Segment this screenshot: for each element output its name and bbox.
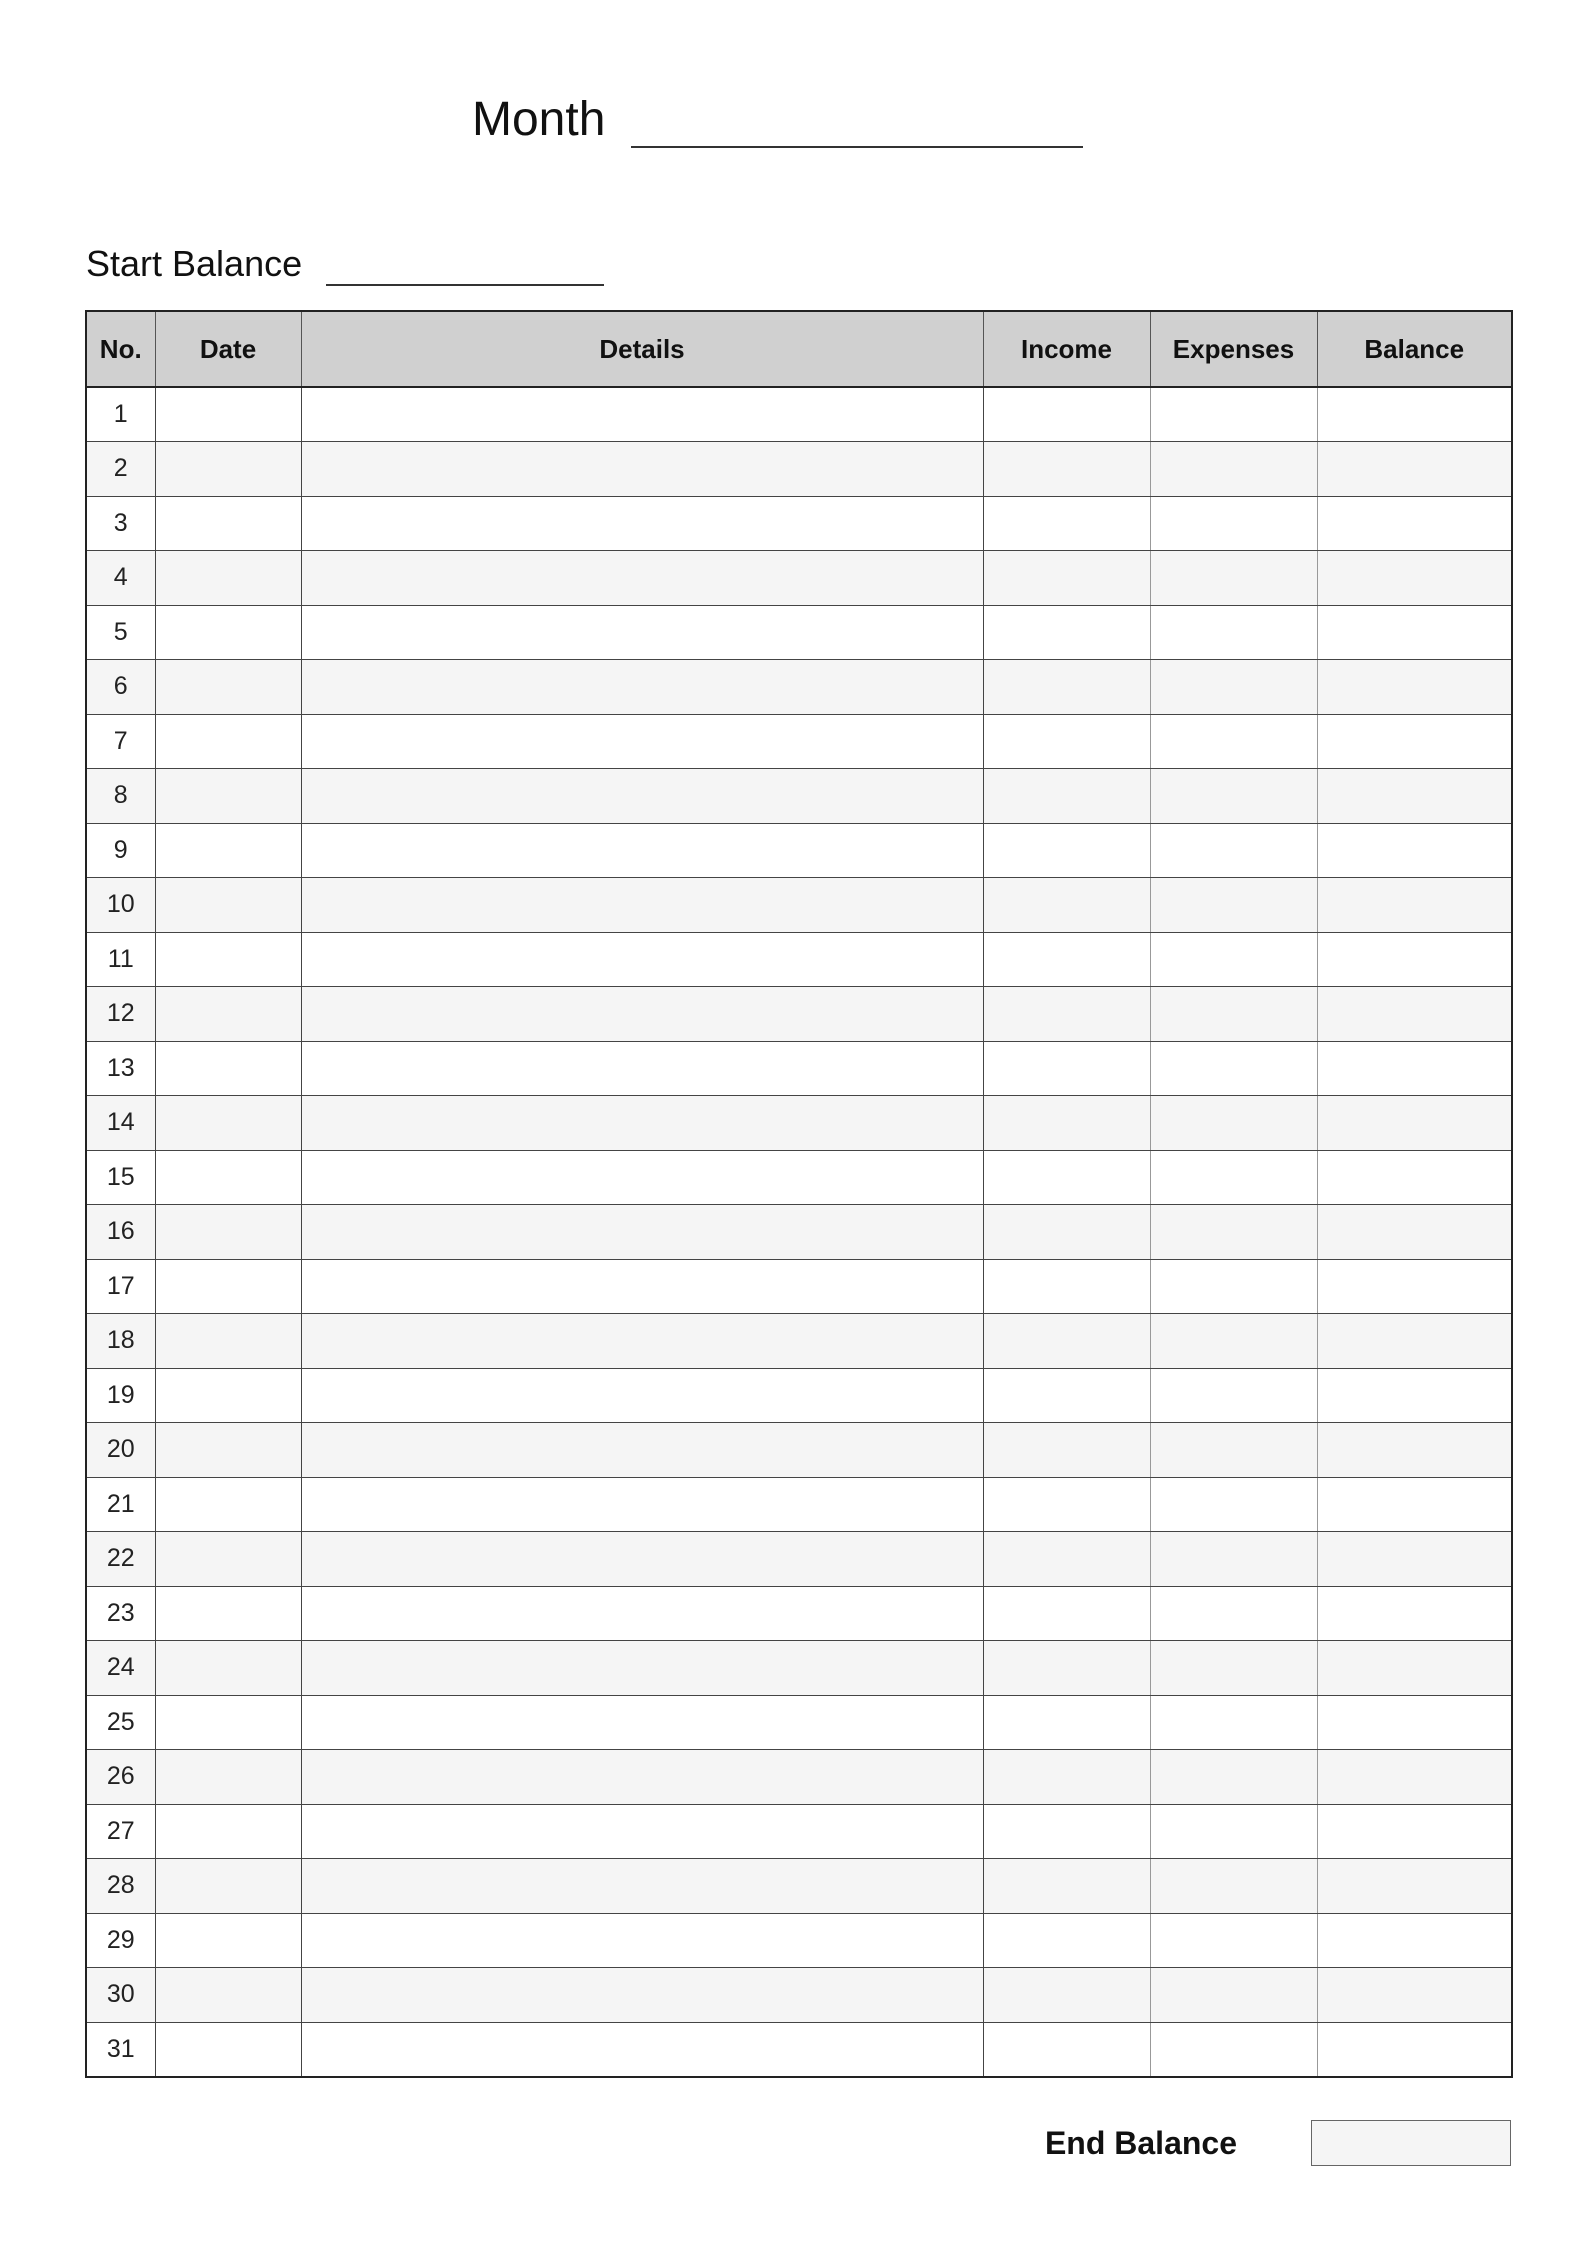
income-cell[interactable]	[983, 1368, 1150, 1423]
expenses-cell[interactable]	[1150, 1205, 1317, 1260]
details-cell[interactable]	[301, 1314, 983, 1369]
date-cell[interactable]	[155, 1368, 301, 1423]
expenses-cell[interactable]	[1150, 1150, 1317, 1205]
balance-cell[interactable]	[1317, 1641, 1512, 1696]
row-number: 1	[86, 387, 155, 442]
table-row	[86, 1423, 1512, 1478]
row-number: 13	[86, 1041, 155, 1096]
details-cell[interactable]	[301, 551, 983, 606]
row-number: 6	[86, 660, 155, 715]
row-number: 5	[86, 605, 155, 660]
expenses-cell[interactable]	[1150, 1096, 1317, 1151]
balance-cell[interactable]	[1317, 1695, 1512, 1750]
income-cell[interactable]	[983, 1968, 1150, 2023]
income-cell[interactable]	[983, 823, 1150, 878]
expenses-cell[interactable]	[1150, 823, 1317, 878]
details-cell[interactable]	[301, 1804, 983, 1859]
details-cell[interactable]	[301, 1423, 983, 1478]
expenses-cell[interactable]	[1150, 1314, 1317, 1369]
date-cell[interactable]	[155, 2022, 301, 2077]
row-number: 15	[86, 1150, 155, 1205]
row-number: 31	[86, 2022, 155, 2077]
month-row	[472, 92, 1083, 148]
ledger-table	[85, 310, 1513, 2078]
income-cell[interactable]	[983, 1804, 1150, 1859]
row-number: 23	[86, 1586, 155, 1641]
table-row	[86, 769, 1512, 824]
table-row	[86, 1750, 1512, 1805]
balance-cell[interactable]	[1317, 1859, 1512, 1914]
table-row	[86, 1532, 1512, 1587]
income-cell[interactable]	[983, 1532, 1150, 1587]
expenses-cell[interactable]	[1150, 1259, 1317, 1314]
income-cell[interactable]	[983, 1096, 1150, 1151]
balance-cell[interactable]	[1317, 2022, 1512, 2077]
expenses-cell[interactable]	[1150, 442, 1317, 497]
start-balance-label: Start Balance	[86, 243, 303, 284]
income-cell[interactable]	[983, 932, 1150, 987]
row-number: 17	[86, 1259, 155, 1314]
balance-cell[interactable]	[1317, 660, 1512, 715]
table-row	[86, 1314, 1512, 1369]
balance-cell[interactable]	[1317, 387, 1512, 442]
row-number: 29	[86, 1913, 155, 1968]
balance-cell[interactable]	[1317, 987, 1512, 1042]
details-cell[interactable]	[301, 605, 983, 660]
income-cell[interactable]	[983, 1586, 1150, 1641]
details-cell[interactable]	[301, 1750, 983, 1805]
table-row	[86, 1968, 1512, 2023]
date-cell[interactable]	[155, 1423, 301, 1478]
end-balance-label: End Balance	[1044, 2124, 1237, 2161]
income-cell[interactable]	[983, 496, 1150, 551]
expenses-cell[interactable]	[1150, 605, 1317, 660]
expenses-cell[interactable]	[1150, 1532, 1317, 1587]
date-cell[interactable]	[155, 932, 301, 987]
balance-cell[interactable]	[1317, 1750, 1512, 1805]
income-cell[interactable]	[983, 769, 1150, 824]
details-cell[interactable]	[301, 442, 983, 497]
date-cell[interactable]	[155, 714, 301, 769]
balance-cell[interactable]	[1317, 1804, 1512, 1859]
expenses-cell[interactable]	[1150, 1913, 1317, 1968]
row-number: 30	[86, 1968, 155, 2023]
table-row	[86, 1804, 1512, 1859]
balance-cell[interactable]	[1317, 769, 1512, 824]
column-header-details: Details	[301, 311, 983, 387]
date-cell[interactable]	[155, 1041, 301, 1096]
ledger-header-row	[86, 311, 1512, 387]
date-cell[interactable]	[155, 387, 301, 442]
details-cell[interactable]	[301, 1150, 983, 1205]
details-cell[interactable]	[301, 1096, 983, 1151]
balance-cell[interactable]	[1317, 442, 1512, 497]
details-cell[interactable]	[301, 660, 983, 715]
row-number: 26	[86, 1750, 155, 1805]
balance-cell[interactable]	[1317, 551, 1512, 606]
row-number: 12	[86, 987, 155, 1042]
expenses-cell[interactable]	[1150, 1859, 1317, 1914]
income-cell[interactable]	[983, 1259, 1150, 1314]
date-cell[interactable]	[155, 1750, 301, 1805]
income-cell[interactable]	[983, 551, 1150, 606]
balance-cell[interactable]	[1317, 714, 1512, 769]
expenses-cell[interactable]	[1150, 1477, 1317, 1532]
income-cell[interactable]	[983, 1423, 1150, 1478]
expenses-cell[interactable]	[1150, 932, 1317, 987]
income-cell[interactable]	[983, 1859, 1150, 1914]
details-cell[interactable]	[301, 1368, 983, 1423]
balance-cell[interactable]	[1317, 1259, 1512, 1314]
date-cell[interactable]	[155, 1913, 301, 1968]
income-cell[interactable]	[983, 1150, 1150, 1205]
balance-cell[interactable]	[1317, 1041, 1512, 1096]
details-cell[interactable]	[301, 1205, 983, 1260]
date-cell[interactable]	[155, 1477, 301, 1532]
row-number: 8	[86, 769, 155, 824]
column-header-balance: Balance	[1317, 311, 1512, 387]
balance-cell[interactable]	[1317, 1477, 1512, 1532]
expenses-cell[interactable]	[1150, 1968, 1317, 2023]
expenses-cell[interactable]	[1150, 1695, 1317, 1750]
row-number: 7	[86, 714, 155, 769]
row-number: 22	[86, 1532, 155, 1587]
balance-cell[interactable]	[1317, 1586, 1512, 1641]
date-cell[interactable]	[155, 1641, 301, 1696]
date-cell[interactable]	[155, 1096, 301, 1151]
income-cell[interactable]	[983, 1314, 1150, 1369]
expenses-cell[interactable]	[1150, 1750, 1317, 1805]
table-row	[86, 1096, 1512, 1151]
table-row	[86, 660, 1512, 715]
expenses-cell[interactable]	[1150, 496, 1317, 551]
details-cell[interactable]	[301, 1532, 983, 1587]
balance-cell[interactable]	[1317, 932, 1512, 987]
table-row	[86, 1695, 1512, 1750]
start-balance-input-line[interactable]	[326, 236, 604, 286]
income-cell[interactable]	[983, 878, 1150, 933]
table-row	[86, 1205, 1512, 1260]
income-cell[interactable]	[983, 387, 1150, 442]
date-cell[interactable]	[155, 1532, 301, 1587]
expenses-cell[interactable]	[1150, 1423, 1317, 1478]
details-cell[interactable]	[301, 1477, 983, 1532]
details-cell[interactable]	[301, 1259, 983, 1314]
column-header-expenses: Expenses	[1150, 311, 1317, 387]
balance-cell[interactable]	[1317, 1968, 1512, 2023]
row-number: 18	[86, 1314, 155, 1369]
row-number: 20	[86, 1423, 155, 1478]
row-number: 2	[86, 442, 155, 497]
income-cell[interactable]	[983, 1041, 1150, 1096]
date-cell[interactable]	[155, 1259, 301, 1314]
income-cell[interactable]	[983, 1477, 1150, 1532]
table-row	[86, 1641, 1512, 1696]
expenses-cell[interactable]	[1150, 387, 1317, 442]
income-cell[interactable]	[983, 660, 1150, 715]
table-row	[86, 987, 1512, 1042]
income-cell[interactable]	[983, 605, 1150, 660]
table-row	[86, 1368, 1512, 1423]
details-cell[interactable]	[301, 823, 983, 878]
date-cell[interactable]	[155, 878, 301, 933]
row-number: 24	[86, 1641, 155, 1696]
expenses-cell[interactable]	[1150, 769, 1317, 824]
date-cell[interactable]	[155, 1968, 301, 2023]
expenses-cell[interactable]	[1150, 2022, 1317, 2077]
expenses-cell[interactable]	[1150, 1041, 1317, 1096]
table-row	[86, 714, 1512, 769]
date-cell[interactable]	[155, 1804, 301, 1859]
income-cell[interactable]	[983, 1913, 1150, 1968]
row-number: 10	[86, 878, 155, 933]
balance-cell[interactable]	[1317, 878, 1512, 933]
income-cell[interactable]	[983, 1695, 1150, 1750]
balance-cell[interactable]	[1317, 1205, 1512, 1260]
expenses-cell[interactable]	[1150, 551, 1317, 606]
balance-cell[interactable]	[1317, 1096, 1512, 1151]
row-number: 25	[86, 1695, 155, 1750]
balance-cell[interactable]	[1317, 1368, 1512, 1423]
ledger-body	[86, 387, 1512, 2077]
balance-cell[interactable]	[1317, 1532, 1512, 1587]
table-row	[86, 1150, 1512, 1205]
balance-cell[interactable]	[1317, 1423, 1512, 1478]
income-cell[interactable]	[983, 1641, 1150, 1696]
details-cell[interactable]	[301, 1641, 983, 1696]
details-cell[interactable]	[301, 1859, 983, 1914]
balance-cell[interactable]	[1317, 1150, 1512, 1205]
table-row	[86, 442, 1512, 497]
details-cell[interactable]	[301, 987, 983, 1042]
date-cell[interactable]	[155, 1695, 301, 1750]
details-cell[interactable]	[301, 1968, 983, 2023]
details-cell[interactable]	[301, 714, 983, 769]
date-cell[interactable]	[155, 1586, 301, 1641]
date-cell[interactable]	[155, 987, 301, 1042]
month-input-line[interactable]	[631, 96, 1083, 148]
income-cell[interactable]	[983, 2022, 1150, 2077]
balance-cell[interactable]	[1317, 1913, 1512, 1968]
table-row	[86, 1913, 1512, 1968]
expenses-cell[interactable]	[1150, 878, 1317, 933]
details-cell[interactable]	[301, 878, 983, 933]
column-header-income: Income	[983, 311, 1150, 387]
expenses-cell[interactable]	[1150, 1641, 1317, 1696]
table-row	[86, 551, 1512, 606]
date-cell[interactable]	[155, 1859, 301, 1914]
table-row	[86, 387, 1512, 442]
details-cell[interactable]	[301, 387, 983, 442]
row-number: 11	[86, 932, 155, 987]
date-cell[interactable]	[155, 496, 301, 551]
table-row	[86, 1041, 1512, 1096]
details-cell[interactable]	[301, 2022, 983, 2077]
expenses-cell[interactable]	[1150, 714, 1317, 769]
details-cell[interactable]	[301, 769, 983, 824]
balance-cell[interactable]	[1317, 823, 1512, 878]
income-cell[interactable]	[983, 1750, 1150, 1805]
table-row	[86, 605, 1512, 660]
table-row	[86, 496, 1512, 551]
details-cell[interactable]	[301, 1695, 983, 1750]
column-header-date: Date	[155, 311, 301, 387]
expenses-cell[interactable]	[1150, 1586, 1317, 1641]
date-cell[interactable]	[155, 442, 301, 497]
date-cell[interactable]	[155, 823, 301, 878]
table-row	[86, 1259, 1512, 1314]
table-row	[86, 1586, 1512, 1641]
table-row	[86, 823, 1512, 878]
date-cell[interactable]	[155, 1314, 301, 1369]
row-number: 4	[86, 551, 155, 606]
income-cell[interactable]	[983, 987, 1150, 1042]
table-row	[86, 878, 1512, 933]
income-cell[interactable]	[983, 442, 1150, 497]
details-cell[interactable]	[301, 1041, 983, 1096]
date-cell[interactable]	[155, 769, 301, 824]
row-number: 16	[86, 1205, 155, 1260]
details-cell[interactable]	[301, 1586, 983, 1641]
expenses-cell[interactable]	[1150, 1368, 1317, 1423]
expenses-cell[interactable]	[1150, 1804, 1317, 1859]
table-row	[86, 2022, 1512, 2077]
column-header-no: No.	[86, 311, 155, 387]
date-cell[interactable]	[155, 1150, 301, 1205]
date-cell[interactable]	[155, 1205, 301, 1260]
income-cell[interactable]	[983, 1205, 1150, 1260]
table-row	[86, 1859, 1512, 1914]
end-balance-box[interactable]	[1311, 2120, 1511, 2166]
month-label: Month	[472, 93, 606, 146]
row-number: 9	[86, 823, 155, 878]
expenses-cell[interactable]	[1150, 987, 1317, 1042]
table-row	[86, 1477, 1512, 1532]
details-cell[interactable]	[301, 932, 983, 987]
income-cell[interactable]	[983, 714, 1150, 769]
balance-cell[interactable]	[1317, 496, 1512, 551]
row-number: 21	[86, 1477, 155, 1532]
start-balance-row	[86, 236, 604, 286]
date-cell[interactable]	[155, 660, 301, 715]
details-cell[interactable]	[301, 1913, 983, 1968]
row-number: 28	[86, 1859, 155, 1914]
date-cell[interactable]	[155, 605, 301, 660]
row-number: 19	[86, 1368, 155, 1423]
date-cell[interactable]	[155, 551, 301, 606]
row-number: 14	[86, 1096, 155, 1151]
row-number: 27	[86, 1804, 155, 1859]
balance-cell[interactable]	[1317, 1314, 1512, 1369]
row-number: 3	[86, 496, 155, 551]
end-balance-row	[1045, 2120, 1511, 2166]
details-cell[interactable]	[301, 496, 983, 551]
balance-cell[interactable]	[1317, 605, 1512, 660]
expenses-cell[interactable]	[1150, 660, 1317, 715]
table-row	[86, 932, 1512, 987]
